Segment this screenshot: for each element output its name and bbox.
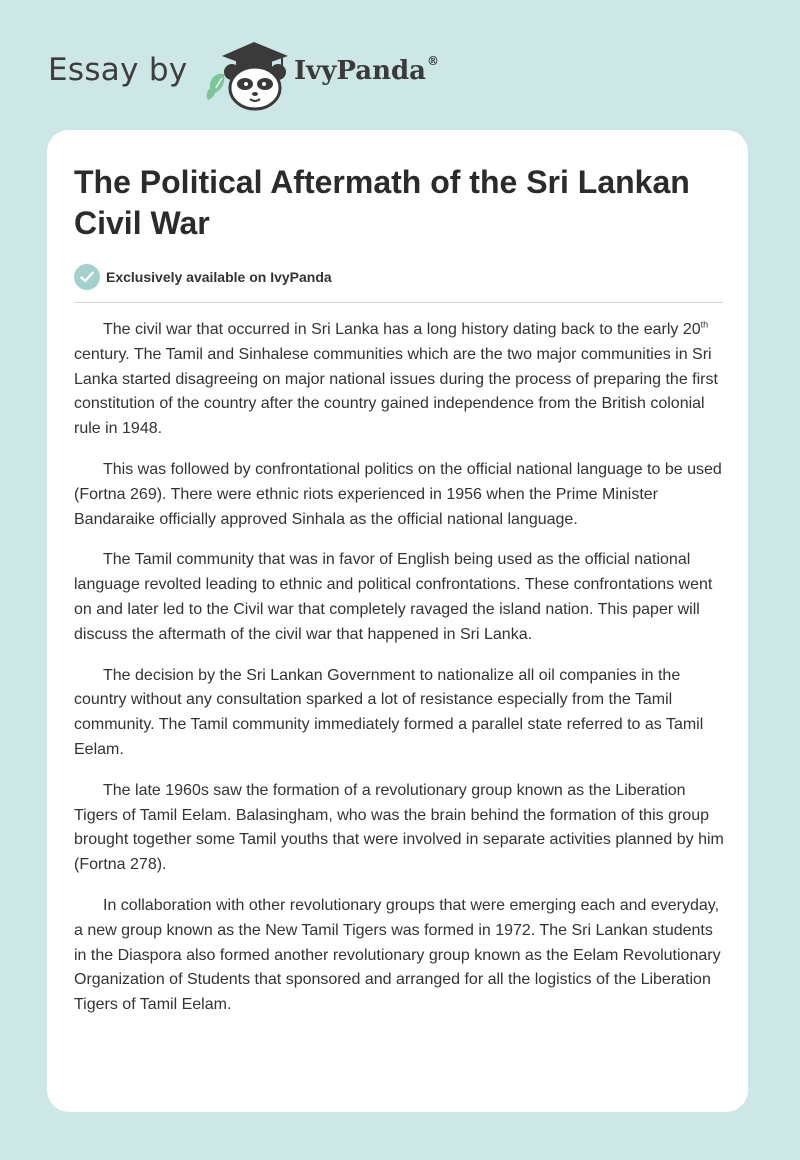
essay-card xyxy=(47,130,748,1112)
paragraph-4: The decision by the Sri Lankan Government to nationalize all oil companies in the country without any consultation sparked a lot of resistance especially from the Tamil community. The Tamil community immediately formed a parallel state referred to as Tamil Eelam. xyxy=(74,666,704,758)
page-title: The Political Aftermath of the Sri Lankan Civil War xyxy=(74,164,690,241)
exclusive-label: Exclusively available on IvyPanda xyxy=(106,269,332,285)
paragraph-1-end: century. The Tamil and Sinhalese communities which are the two major communities in Sri Lanka started disagreeing on major national issues during the process of preparing the first constitution of the country after the country gained independence from the British colonial rule in 1948. xyxy=(74,345,718,438)
paragraph-2: This was followed by confrontational politics on the official national language to be used (Fortna 269). There were ethnic riots experienced in 1956 when the Prime Minister Bandaraike officially approved Sinhala as the official national language. xyxy=(74,460,722,528)
panda-logo-icon[interactable] xyxy=(202,34,292,112)
brand-prefix: Essay by xyxy=(48,52,188,88)
paragraph-6: In collaboration with other revolutionary groups that were emerging each and everyday, a new group known as the New Tamil Tigers was formed in 1972. The Sri Lankan students in the Diaspora also formed another revolutionary group known as the Eelam Revolutionary Organization of Students that sponsored and arranged for all the logistics of the Liberation Tigers of Tamil Eelam. xyxy=(74,896,721,1014)
brand-name-text: IvyPanda xyxy=(294,56,427,86)
paragraph-1-start: The civil war that occurred in Sri Lanka has a long history dating back to the early 20 xyxy=(103,321,701,338)
paragraph-1 xyxy=(74,318,724,442)
paragraph-5: The late 1960s saw the formation of a revolutionary group known as the Liberation Tigers of Tamil Eelam. Balasingham, who was the brain behind the formation of this group brought together some Tamil youths that were involved in separate activities planned by him (Fortna 278). xyxy=(74,781,724,874)
brand-name[interactable] xyxy=(294,56,439,86)
check-icon xyxy=(74,264,100,290)
paragraph-3: The Tamil community that was in favor of English being used as the official national language revolted leading to ethnic and political confrontations. These confrontations went on and later led to the Civil war that completely ravaged the island nation. This paper will discuss the aftermath of the civil war that happened in Sri Lanka. xyxy=(74,551,713,643)
essay-body xyxy=(74,318,724,1034)
divider xyxy=(74,302,723,303)
exclusive-badge xyxy=(74,264,332,290)
brand-header xyxy=(48,32,508,112)
ordinal-suffix: th xyxy=(700,319,709,330)
registered-mark: ® xyxy=(427,54,440,69)
